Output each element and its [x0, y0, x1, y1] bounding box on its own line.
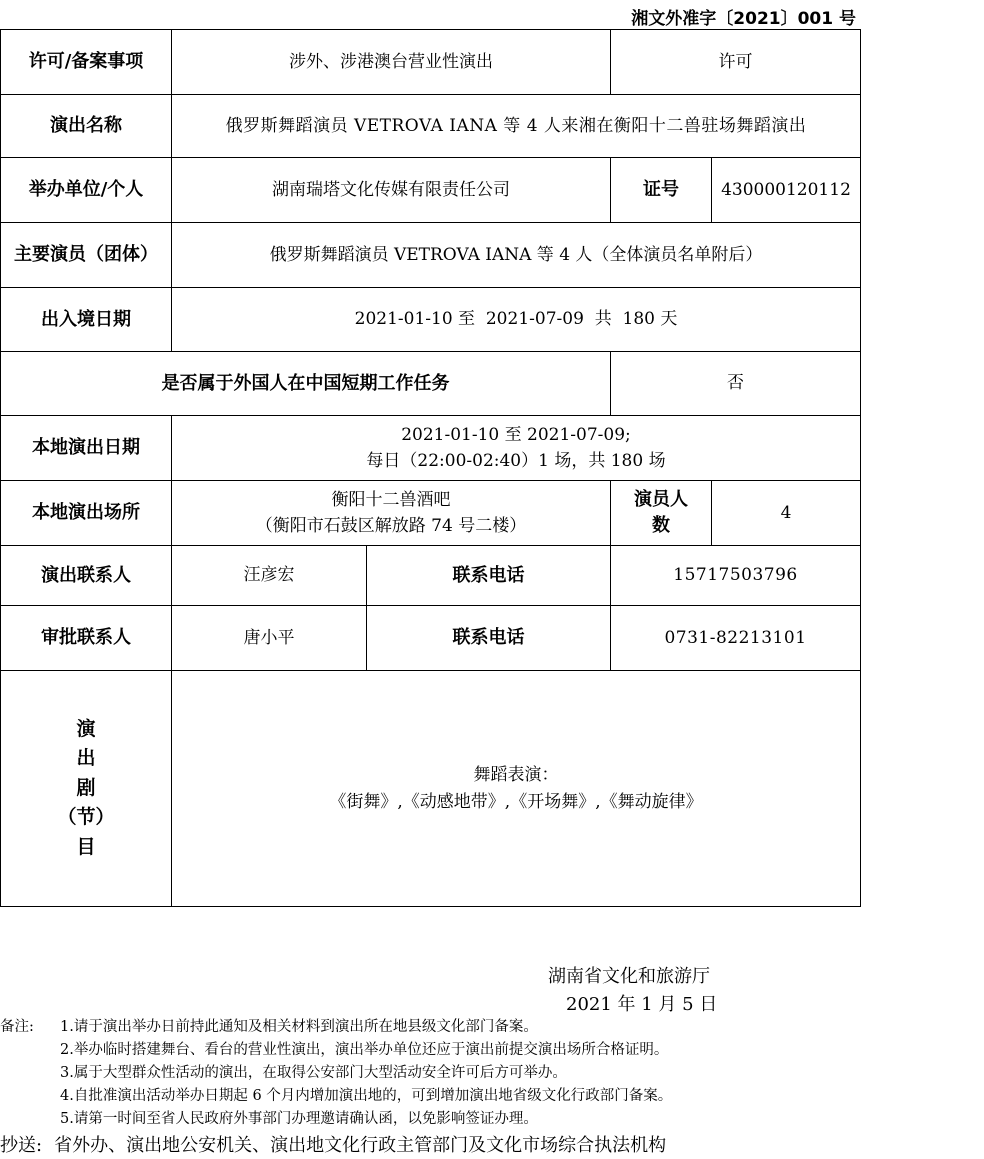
program-label-char-5: 目 [76, 835, 96, 858]
label-program [1, 671, 172, 907]
value-approval-contact: 唐小平 [172, 606, 367, 671]
issuer-name: 湖南省文化和旅游厅 [548, 966, 710, 987]
value-local-dates [172, 416, 861, 481]
venue-line1: 衡阳十二兽酒吧 [331, 489, 451, 510]
label-entry-exit: 出入境日期 [1, 288, 172, 352]
note-item-5: 5.请第一时间至省人民政府外事部门办理邀请确认函，以免影响签证办理。 [60, 1111, 538, 1127]
value-show-phone: 15717503796 [611, 546, 861, 606]
label-venue: 本地演出场所 [1, 481, 172, 546]
document-number: 湘文外准字〔2021〕001 号 [631, 9, 856, 29]
performer-count-label-1: 演员人 [634, 488, 688, 510]
notes [0, 1016, 672, 1131]
value-performer-count: 4 [712, 481, 861, 546]
program-label-char-1: 演 [76, 717, 96, 740]
venue-line2: （衡阳市石鼓区解放路 74 号二楼） [255, 516, 527, 536]
note-row-3 [0, 1062, 672, 1085]
program-label-char-4: （节） [57, 806, 115, 829]
value-organizer: 湖南瑞塔文化传媒有限责任公司 [172, 158, 611, 223]
cc-line [0, 1131, 666, 1157]
cc-recipients: 省外办、演出地公安机关、演出地文化行政主管部门及文化市场综合执法机构 [54, 1135, 667, 1156]
row-venue [1, 481, 861, 546]
label-approval-contact: 审批联系人 [1, 606, 172, 671]
value-item-type: 许可 [611, 30, 861, 95]
note-item-2: 2.举办临时搭建舞台、看台的营业性演出，演出举办单位还应于演出前提交演出场所合格证明。 [60, 1042, 669, 1058]
row-show-contact [1, 546, 861, 606]
label-approval-phone: 联系电话 [367, 606, 611, 671]
note-row-5 [0, 1108, 672, 1131]
value-entry-exit: 2021-01-10 至 2021-07-09 共 180 天 [172, 288, 861, 352]
value-program [172, 671, 861, 907]
program-label-char-2: 出 [76, 747, 96, 770]
note-row-2 [0, 1039, 672, 1062]
note-row-1 [0, 1016, 672, 1039]
row-program [1, 671, 861, 907]
value-cert: 430000120112 [712, 158, 861, 223]
performer-count-label-2: 数 [652, 515, 670, 536]
note-item-3: 3.属于大型群众性活动的演出，在取得公安部门大型活动安全许可后方可举办。 [60, 1065, 567, 1081]
label-show-phone: 联系电话 [367, 546, 611, 606]
row-organizer [1, 158, 861, 223]
row-local-dates [1, 416, 861, 481]
label-performer-count [611, 481, 712, 546]
row-performers [1, 223, 861, 288]
row-short-work [1, 352, 861, 416]
approval-table [0, 29, 861, 907]
program-line2: 《街舞》,《动感地带》,《开场舞》,《舞动旋律》 [329, 791, 703, 812]
value-show-contact: 汪彦宏 [172, 546, 367, 606]
issue-date: 2021 年 1 月 5 日 [566, 994, 718, 1015]
cc-label: 抄送: [0, 1135, 43, 1156]
label-cert: 证号 [611, 158, 712, 223]
value-approval-phone: 0731-82213101 [611, 606, 861, 671]
label-organizer: 举办单位/个人 [1, 158, 172, 223]
label-local-dates: 本地演出日期 [1, 416, 172, 481]
value-show-name: 俄罗斯舞蹈演员 VETROVA IANA 等 4 人来湘在衡阳十二兽驻场舞蹈演出 [172, 95, 861, 158]
label-show-contact: 演出联系人 [1, 546, 172, 606]
value-venue [172, 481, 611, 546]
note-item-4: 4.自批准演出活动举办日期起 6 个月内增加演出地的，可到增加演出地省级文化行政部门备案。 [60, 1088, 673, 1104]
program-label-char-3: 剧 [76, 776, 96, 799]
notes-label: 备注: [0, 1019, 34, 1035]
row-entry-exit [1, 288, 861, 352]
label-performers: 主要演员（团体） [1, 223, 172, 288]
row-approval-contact [1, 606, 861, 671]
label-short-work: 是否属于外国人在中国短期工作任务 [1, 352, 611, 416]
label-item: 许可/备案事项 [1, 30, 172, 95]
value-short-work: 否 [611, 352, 861, 416]
local-dates-line1: 2021-01-10 至 2021-07-09; [401, 424, 631, 445]
program-line1: 舞蹈表演： [473, 765, 559, 786]
local-dates-line2: 每日（22:00-02:40）1 场，共 180 场 [366, 451, 666, 471]
row-item [1, 30, 861, 95]
note-row-4 [0, 1085, 672, 1108]
value-performers: 俄罗斯舞蹈演员 VETROVA IANA 等 4 人（全体演员名单附后） [172, 223, 861, 288]
note-item-1: 1.请于演出举办日前持此通知及相关材料到演出所在地县级文化部门备案。 [60, 1019, 538, 1035]
row-show-name [1, 95, 861, 158]
value-item: 涉外、涉港澳台营业性演出 [172, 30, 611, 95]
label-show-name: 演出名称 [1, 95, 172, 158]
